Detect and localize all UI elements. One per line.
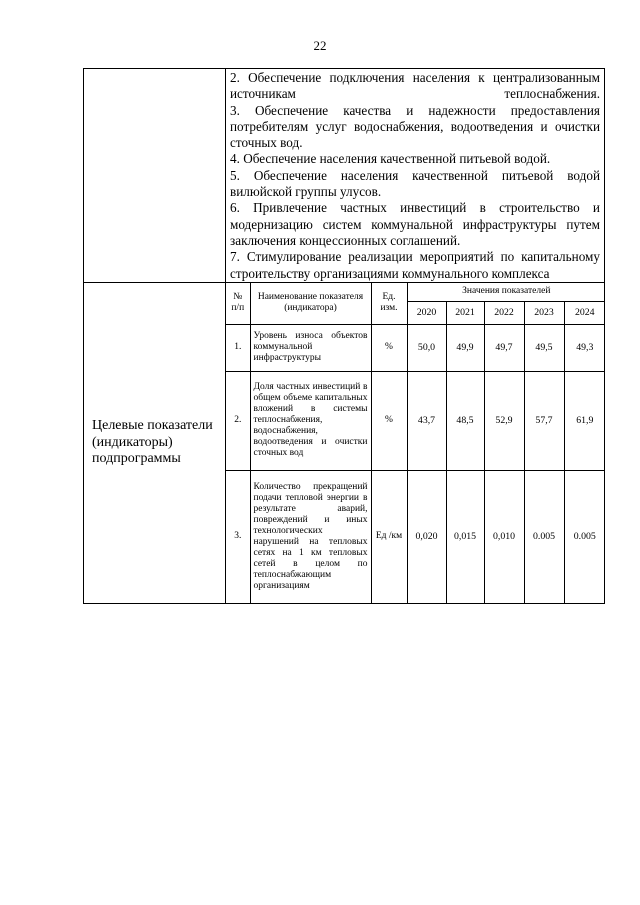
passport-table [83,68,605,604]
goal-item: 4. Обеспечение населения качественной питьевой водой. [230,151,551,167]
indicator-value: 57,7 [524,371,564,470]
indicator-value: 48,5 [446,371,484,470]
header-unit: Ед. изм. [371,283,407,325]
indicator-value: 0,020 [407,470,446,603]
indicator-value: 0,015 [446,470,484,603]
indicator-value: 49,5 [524,324,564,371]
indicator-value: 0.005 [524,470,564,603]
year-header: 2020 [407,301,446,324]
goal-item: 3. Обеспечение качества и надежности предоставления потребителям услуг водоснабжения, водоотведения и очистки сточных вод. [230,102,600,151]
goals-row [84,69,605,283]
header-name: Наименование показателя (индикатора) [250,283,371,325]
section-label: Целевые показатели (индикаторы) подпрограммы [84,282,226,603]
indicator-name: Доля частных инвестиций в общем объеме капитальных вложений в системы теплоснабжения, водоснабжения, водоотведения и очистки сточных вод [250,371,371,470]
indicator-value: 49,9 [446,324,484,371]
indicators-table [226,283,605,603]
goals-cell [226,69,605,283]
table-row [226,371,605,470]
indicator-value: 0.005 [564,470,605,603]
indicator-value: 50,0 [407,324,446,371]
row-num: 3. [226,470,250,603]
header-row [226,283,605,302]
header-values-title: Значения показателей [407,283,605,302]
table-row [226,324,605,371]
row-num: 2. [226,371,250,470]
year-header: 2021 [446,301,484,324]
indicator-unit: % [371,324,407,371]
indicator-unit: % [371,371,407,470]
year-header: 2023 [524,301,564,324]
indicator-value: 49,7 [484,324,524,371]
year-header: 2022 [484,301,524,324]
indicator-value: 49,3 [564,324,605,371]
indicator-name: Уровень износа объектов коммунальной инфраструктуры [250,324,371,371]
goal-item: 5. Обеспечение населения качественной питьевой водой вилюйской группы улусов. [230,167,600,200]
header-num: № п/п [226,283,250,325]
indicator-value: 0,010 [484,470,524,603]
indicator-unit: Ед /км [371,470,407,603]
indicator-name: Количество прекращений подачи тепловой энергии в результате аварий, повреждений и иных технологических нарушений на тепловых сетях на 1 км тепловых сетей в целом по теплоснабжающим организациям [250,470,371,603]
year-header: 2024 [564,301,605,324]
indicator-value: 43,7 [407,371,446,470]
indicators-row [84,282,605,603]
indicators-cell [226,282,605,603]
page-number: 22 [313,38,327,53]
indicator-value: 61,9 [564,371,605,470]
indicator-value: 52,9 [484,371,524,470]
goal-item: 6. Привлечение частных инвестиций в строительство и модернизацию систем коммунальной инфраструктуры путем заключения концессионных соглашений. [230,200,600,248]
table-row [226,470,605,603]
goal-item: 7. Стимулирование реализации мероприятий по капитальному строительству организациями коммунального комплекса [230,249,600,281]
row-num: 1. [226,324,250,371]
goal-item: 2. Обеспечение подключения населения к централизованным источникам теплоснабжения. [230,70,600,102]
empty-label-cell [84,69,226,283]
